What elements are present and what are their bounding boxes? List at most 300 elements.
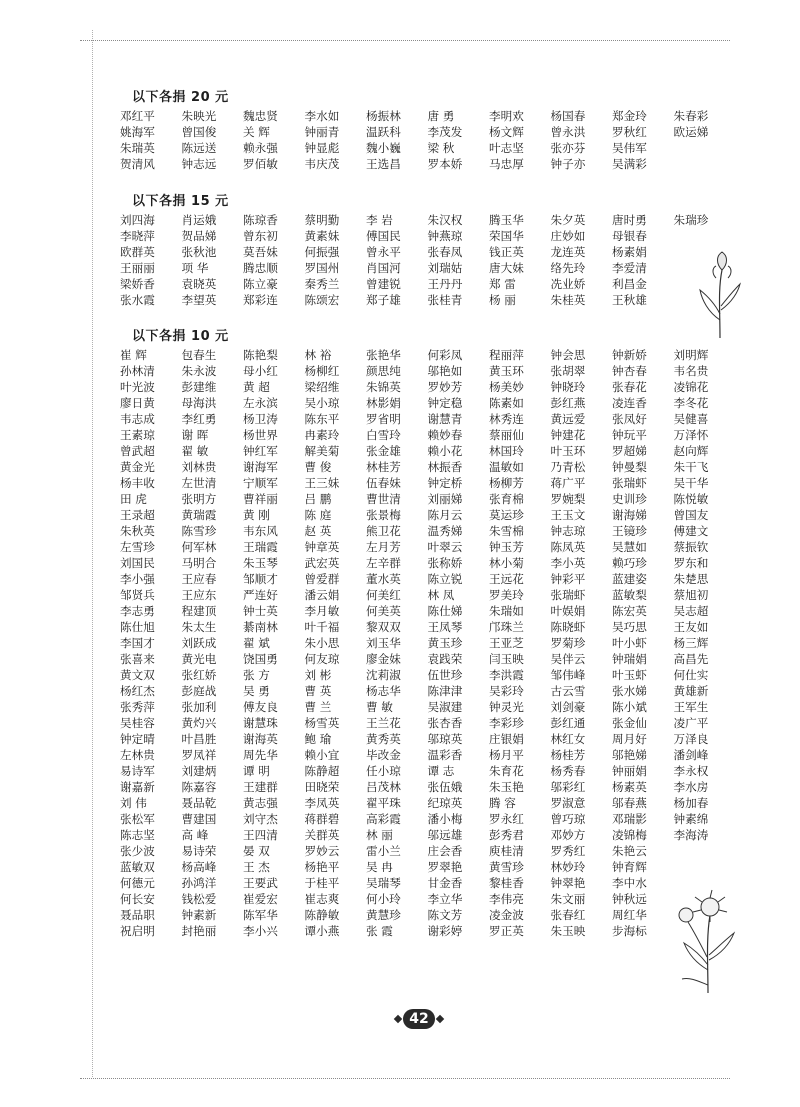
- donor-name: 陈凤英: [550, 540, 586, 554]
- donor-name: 刘剑豪: [550, 700, 586, 714]
- donor-name: 闫玉映: [489, 652, 524, 666]
- donor-name: 钟新娇: [612, 348, 647, 362]
- donor-name: 张水娣: [612, 684, 647, 698]
- donor-name: 曹 兰: [304, 700, 332, 714]
- donor-name: 傅建文: [673, 524, 709, 538]
- donor-name: 罗翠艳: [427, 860, 463, 874]
- donor-name: 朱瑞如: [489, 604, 524, 618]
- donor-name: 何长安: [120, 892, 155, 906]
- donor-name: 赖永强: [243, 141, 278, 155]
- donation-section-20: [120, 88, 740, 172]
- donor-name: 黄灼兴: [181, 716, 217, 730]
- donor-name: 何小玲: [366, 892, 401, 906]
- donor-name: 温跃科: [366, 125, 401, 139]
- donor-name: 肖国河: [366, 261, 401, 275]
- top-dotted-rule: [80, 40, 730, 41]
- donor-name: 莫运珍: [489, 508, 524, 522]
- donor-name: 陈艳梨: [243, 348, 278, 362]
- donor-name: 项 华: [181, 261, 209, 275]
- donor-name: 刘林贵: [181, 460, 217, 474]
- donor-name: 袁晓英: [181, 277, 217, 291]
- donor-name: 钟燕琼: [427, 229, 463, 243]
- donor-name: 罗妙芳: [427, 380, 463, 394]
- donor-name: 黄雪珍: [489, 860, 524, 874]
- donor-name: 张喜来: [120, 652, 155, 666]
- donor-name: 叶千福: [304, 620, 340, 634]
- donor-name: 王应春: [181, 572, 217, 586]
- donor-name: 杨世界: [243, 428, 278, 442]
- name-row: [120, 156, 740, 172]
- donor-name: 杨 丽: [489, 293, 516, 307]
- donor-name: 张春花: [612, 380, 647, 394]
- name-row: [120, 859, 740, 875]
- donor-name: 钟子亦: [550, 157, 586, 171]
- donor-name: 吴志超: [673, 604, 709, 618]
- donor-name: 周先华: [243, 748, 278, 762]
- donor-name: 李伟亮: [489, 892, 524, 906]
- donor-name: 曾国俊: [181, 125, 217, 139]
- donor-name: 张秀萍: [120, 700, 155, 714]
- donor-name: 孙鸿洋: [181, 876, 217, 890]
- donor-name: 赖巧珍: [612, 556, 647, 570]
- donor-name: 王丹丹: [427, 277, 463, 291]
- donor-name: 钱松爱: [181, 892, 217, 906]
- donor-name: 秦秀兰: [304, 277, 340, 291]
- donor-name: 李红勇: [181, 412, 217, 426]
- donor-name: 谭小燕: [304, 924, 340, 938]
- diamond-ornament-icon: [436, 1015, 444, 1023]
- donor-name: 钟丽娟: [612, 764, 647, 778]
- donor-name: 王友如: [673, 620, 709, 634]
- donor-name: 古云雪: [550, 684, 586, 698]
- donor-name: 钟翠艳: [550, 876, 586, 890]
- donor-name: 叶昌胜: [181, 732, 217, 746]
- donor-name: 罗菊珍: [550, 636, 586, 650]
- name-row: [120, 907, 740, 923]
- donor-name: 蓝建姿: [612, 572, 647, 586]
- donor-name: 钟曼梨: [612, 460, 647, 474]
- donor-name: 左雪珍: [120, 540, 155, 554]
- donor-name: 罗省明: [366, 412, 401, 426]
- name-row: [120, 635, 740, 651]
- donor-name: 朱瑞英: [120, 141, 155, 155]
- name-row: [120, 395, 740, 411]
- donor-name: 李小兴: [243, 924, 278, 938]
- name-row: [120, 923, 740, 939]
- donor-name: 梁 秋: [427, 141, 455, 155]
- donor-name: 左辛群: [366, 556, 401, 570]
- donor-name: 朱雪棉: [489, 524, 524, 538]
- donor-name: 杨美妙: [489, 380, 524, 394]
- donor-name: 贺清风: [120, 157, 155, 171]
- donor-name: 杨红杰: [120, 684, 155, 698]
- name-row: [120, 827, 740, 843]
- donor-name: 张瑞虾: [550, 588, 586, 602]
- donor-name: 吴巧思: [612, 620, 647, 634]
- donor-name-grid: [120, 212, 740, 308]
- donor-name: [674, 843, 736, 859]
- donor-name: 雷小兰: [366, 844, 401, 858]
- donor-name: 左永滨: [243, 396, 278, 410]
- donor-name: 钟士英: [243, 604, 278, 618]
- name-row: [120, 603, 740, 619]
- donor-name: 曹 敏: [366, 700, 393, 714]
- donor-name: 张育棉: [489, 492, 524, 506]
- donor-name: 杨艳平: [304, 860, 340, 874]
- donor-name: 陈立锐: [427, 572, 463, 586]
- name-row: [120, 427, 740, 443]
- donor-name: 刘 伟: [120, 796, 147, 810]
- donor-name: 罗佰敏: [243, 157, 278, 171]
- donor-name: 邬琼英: [427, 732, 463, 746]
- name-row: [120, 459, 740, 475]
- donor-name: 李望英: [181, 293, 217, 307]
- donor-name: 何美红: [366, 588, 401, 602]
- donor-name: 凌锦梅: [612, 828, 647, 842]
- donor-name: 曾巧琼: [550, 812, 586, 826]
- donor-name: 伍世珍: [427, 668, 463, 682]
- donor-name: 谢海娣: [612, 508, 647, 522]
- donor-name: 田 虎: [120, 492, 147, 506]
- donor-name: 杨志华: [366, 684, 401, 698]
- donor-name: 杨丰收: [120, 476, 155, 490]
- donor-name: 庾桂清: [489, 844, 524, 858]
- donor-name: 钟瑞娟: [612, 652, 647, 666]
- donor-name: 包春生: [181, 348, 217, 362]
- donor-name: 陈远送: [181, 141, 217, 155]
- donor-name: 彭庭战: [181, 684, 217, 698]
- donor-name: 刘丽娣: [427, 492, 463, 506]
- donor-name: 吴 勇: [243, 684, 270, 698]
- donor-name: 王镜珍: [612, 524, 647, 538]
- donor-name: 邓瑞影: [612, 812, 647, 826]
- donor-name: 唐 勇: [427, 109, 455, 123]
- donor-name: 曹祥丽: [243, 492, 278, 506]
- donor-name: 左月芳: [366, 540, 401, 554]
- donor-name: 邬艳如: [427, 364, 463, 378]
- name-row: [120, 276, 740, 292]
- donor-name: 杨柳芳: [489, 476, 524, 490]
- donor-name: 吴 冉: [366, 860, 393, 874]
- name-row: [120, 124, 740, 140]
- donor-name: 梁娇香: [120, 277, 155, 291]
- donor-name: 熊卫花: [366, 524, 401, 538]
- donor-name: 赖妙春: [427, 428, 463, 442]
- donor-name: 王素琼: [120, 428, 155, 442]
- donor-name: 庄银娟: [489, 732, 524, 746]
- donor-name: 谢慧青: [427, 412, 463, 426]
- donor-name: 谭 明: [243, 764, 270, 778]
- donor-name: 蓝敏梨: [612, 588, 647, 602]
- donor-name: 张亦芬: [550, 141, 586, 155]
- donor-name: 何美英: [366, 604, 401, 618]
- donor-name: 黄 刚: [243, 508, 270, 522]
- donor-name: 吕 鹏: [304, 492, 332, 506]
- donor-name: 叶玉环: [550, 444, 586, 458]
- donor-name: 罗东和: [673, 556, 709, 570]
- donor-name: 聂品乾: [181, 796, 217, 810]
- donor-name: 凌锦花: [673, 380, 709, 394]
- donor-name: 翟 斌: [243, 636, 270, 650]
- donor-name: 钟彩平: [550, 572, 586, 586]
- name-row: [120, 875, 740, 891]
- donor-name: 步海标: [612, 924, 647, 938]
- donor-name: 李洪霞: [489, 668, 524, 682]
- donor-name: 腾忠顺: [243, 261, 278, 275]
- donor-name: 张杏香: [427, 716, 463, 730]
- donor-name: 纪琼英: [427, 796, 463, 810]
- donor-name: 钟秋远: [612, 892, 647, 906]
- donor-name: 凌广平: [673, 716, 709, 730]
- donor-name: 翟平珠: [366, 796, 401, 810]
- donor-name: 林影娟: [366, 396, 401, 410]
- donor-name: 李 岩: [366, 213, 393, 227]
- section-heading: 以下各捐 10 元: [132, 329, 229, 344]
- donor-name: 谭 志: [427, 764, 455, 778]
- name-row: [120, 891, 740, 907]
- donor-name: 陈志坚: [120, 828, 155, 842]
- donor-name: 林 丽: [366, 828, 393, 842]
- donor-name: 吕茂林: [366, 780, 401, 794]
- donor-name: 吴小琼: [304, 396, 340, 410]
- donor-name: 杨振林: [366, 109, 401, 123]
- donor-name: 张春凤: [427, 245, 463, 259]
- name-row: [120, 260, 740, 276]
- donor-name: 陈素如: [489, 396, 524, 410]
- donor-name: 庄妙如: [550, 229, 586, 243]
- donor-name: 张称娇: [427, 556, 463, 570]
- donor-name: 凌金波: [489, 908, 524, 922]
- donor-name: 彭秀君: [489, 828, 524, 842]
- donor-name: 程丽萍: [489, 348, 524, 362]
- diamond-ornament-icon: [394, 1015, 402, 1023]
- donor-name: 张景梅: [366, 508, 401, 522]
- donor-name: 张 霞: [366, 924, 393, 938]
- donor-name: 吴彩玲: [489, 684, 524, 698]
- donor-name: 李海涛: [673, 828, 709, 842]
- donor-name: 解美菊: [304, 444, 340, 458]
- donor-name: 钟灵光: [489, 700, 524, 714]
- donor-name: 朱映光: [181, 109, 217, 123]
- donor-name: 邬彩红: [550, 780, 586, 794]
- donor-name: 杨桂芳: [550, 748, 586, 762]
- donor-name: 谢慧珠: [243, 716, 278, 730]
- donor-name: 罗妙云: [304, 844, 340, 858]
- name-row: [120, 292, 740, 308]
- donor-name: 张加利: [181, 700, 217, 714]
- donor-name: 甘金香: [427, 876, 463, 890]
- donor-name: 崔志爽: [304, 892, 340, 906]
- donor-name: 王兰花: [366, 716, 401, 730]
- donor-name: 罗国州: [304, 261, 340, 275]
- donor-name: 钟丽青: [304, 125, 340, 139]
- donor-name: 林 凤: [427, 588, 455, 602]
- donation-section-15: [120, 192, 740, 308]
- donor-name: 韦志成: [120, 412, 155, 426]
- donor-name: 何仕实: [673, 668, 709, 682]
- donor-name: 赖小花: [427, 444, 463, 458]
- donor-name: 王玉文: [550, 508, 586, 522]
- donor-name: 郑彩连: [243, 293, 278, 307]
- donor-name: 罗婉梨: [550, 492, 586, 506]
- donor-name: 李小英: [550, 556, 586, 570]
- donor-name: 黄玉环: [489, 364, 524, 378]
- donor-name: 张凤好: [612, 412, 647, 426]
- donor-name: 冼业娇: [550, 277, 586, 291]
- donor-name: 朱秋英: [120, 524, 155, 538]
- donor-name: 易诗军: [120, 764, 155, 778]
- donor-name: 林国玲: [489, 444, 524, 458]
- donor-name: 邓红平: [120, 109, 155, 123]
- name-row: [120, 571, 740, 587]
- donor-name: 吴满彩: [612, 157, 647, 171]
- donor-name: 关 辉: [243, 125, 270, 139]
- donor-name: 王凤琴: [427, 620, 463, 634]
- name-row: [120, 539, 740, 555]
- donor-name: 关群英: [304, 828, 340, 842]
- donor-name: 封艳丽: [181, 924, 217, 938]
- donor-name: 郑金玲: [612, 109, 647, 123]
- donor-name: 陈宏英: [612, 604, 647, 618]
- donor-name: 刘国民: [120, 556, 155, 570]
- donor-name: 陈悦敏: [673, 492, 709, 506]
- donor-name: 罗超娣: [612, 444, 647, 458]
- donor-name: 欧群英: [120, 245, 155, 259]
- donor-name: 黎桂香: [489, 876, 524, 890]
- donor-name: [674, 140, 736, 156]
- donor-name: 彭红通: [550, 716, 586, 730]
- donor-name: 腾 容: [489, 796, 516, 810]
- donor-name: 刘跃成: [181, 636, 217, 650]
- name-row: [120, 411, 740, 427]
- donor-name: 钟章英: [304, 540, 340, 554]
- name-row: [120, 779, 740, 795]
- donor-name: 杨雪英: [304, 716, 340, 730]
- donor-name: 杨文辉: [489, 125, 524, 139]
- donor-name: 朱文丽: [550, 892, 586, 906]
- donor-name: 刘守杰: [243, 812, 278, 826]
- donor-name: 罗秋红: [612, 125, 647, 139]
- donor-name: 刘建炳: [181, 764, 217, 778]
- name-row: [120, 715, 740, 731]
- name-row: [120, 475, 740, 491]
- donor-name: 陈仕娣: [427, 604, 463, 618]
- donation-section-10: [120, 327, 740, 939]
- donor-name: 杨素英: [612, 780, 647, 794]
- donor-name: 凌连香: [612, 396, 647, 410]
- donor-name: 王 杰: [243, 860, 270, 874]
- donor-name: 廖金妹: [366, 652, 401, 666]
- name-row: [120, 140, 740, 156]
- donor-name: 谢海军: [243, 460, 278, 474]
- donor-name: 陈雪珍: [181, 524, 217, 538]
- donor-name: 乃青松: [550, 460, 586, 474]
- donor-name: 杨月平: [489, 748, 524, 762]
- donor-name: 黎双双: [366, 620, 401, 634]
- donor-name: 张秋池: [181, 245, 217, 259]
- donor-name: 张艳华: [366, 348, 401, 362]
- donor-name: 刘瑞姑: [427, 261, 463, 275]
- name-row: [120, 587, 740, 603]
- donor-name: 陈颂宏: [304, 293, 340, 307]
- donor-name: 钟建花: [550, 428, 586, 442]
- donor-name: 罗秀红: [550, 844, 586, 858]
- donor-name: 曾建锐: [366, 277, 401, 291]
- donor-name: 朱玉琴: [243, 556, 278, 570]
- donor-name: 邹贤兵: [120, 588, 155, 602]
- donor-name: 林妙玲: [550, 860, 586, 874]
- donor-name: 张水霞: [120, 293, 155, 307]
- donor-name: 陈静敏: [304, 908, 340, 922]
- donor-name: 张少波: [120, 844, 155, 858]
- donor-name: 李月敏: [304, 604, 340, 618]
- name-row: [120, 699, 740, 715]
- name-row: [120, 523, 740, 539]
- donor-name: 万泽良: [673, 732, 709, 746]
- donor-name: 叶娱娟: [550, 604, 586, 618]
- donor-name: 何军林: [181, 540, 217, 554]
- donor-name: 蔡旭初: [673, 588, 709, 602]
- donor-name: 曾永洪: [550, 125, 586, 139]
- donor-name: 钟红军: [243, 444, 278, 458]
- donor-name: 罗本娇: [427, 157, 463, 171]
- donor-name: 贺品娣: [181, 229, 217, 243]
- donor-name: 谢海英: [243, 732, 278, 746]
- donor-name: 王三妹: [304, 476, 340, 490]
- donor-name: 吴伟军: [612, 141, 647, 155]
- donor-name: 李永权: [673, 764, 709, 778]
- name-row: [120, 244, 740, 260]
- donor-name: 赵 英: [304, 524, 332, 538]
- name-row: [120, 795, 740, 811]
- donor-name: 武宏英: [304, 556, 340, 570]
- donor-name: 曾东初: [243, 229, 278, 243]
- donor-name: 温彩香: [427, 748, 463, 762]
- donor-name: 傅友良: [243, 700, 278, 714]
- donor-name: 蔡振钦: [673, 540, 709, 554]
- donor-name: 韦东风: [243, 524, 278, 538]
- name-row: [120, 347, 740, 363]
- donor-name: 严连好: [243, 588, 278, 602]
- donor-name: 蒋广平: [550, 476, 586, 490]
- donor-name: 王瑞霞: [243, 540, 278, 554]
- donor-name: 邬春燕: [612, 796, 647, 810]
- name-row: [120, 843, 740, 859]
- donor-name: 罗正英: [489, 924, 524, 938]
- donor-name: 何友琼: [304, 652, 340, 666]
- donor-name: 祝启明: [120, 924, 155, 938]
- donor-name: 叶翠云: [427, 540, 463, 554]
- donor-name-grid: [120, 108, 740, 172]
- name-row: [120, 108, 740, 124]
- donor-name: 母海洪: [181, 396, 217, 410]
- donor-name: 陈静超: [304, 764, 340, 778]
- donor-name: 黄志强: [243, 796, 278, 810]
- name-row: [120, 363, 740, 379]
- donor-name: 杨高峰: [181, 860, 217, 874]
- donor-name: 邹顺才: [243, 572, 278, 586]
- donor-name: 陈文芳: [427, 908, 463, 922]
- donor-name: 李明欢: [489, 109, 524, 123]
- donor-name: 钟素新: [181, 908, 217, 922]
- donor-name: 陈军华: [243, 908, 278, 922]
- donor-name: 罗美玲: [489, 588, 524, 602]
- donor-name: 黄慧珍: [366, 908, 401, 922]
- donor-name: 高昌先: [673, 652, 709, 666]
- donor-name: 杨秀春: [550, 764, 586, 778]
- donor-name: 李水房: [673, 780, 709, 794]
- donor-name: 陈仕旭: [120, 620, 155, 634]
